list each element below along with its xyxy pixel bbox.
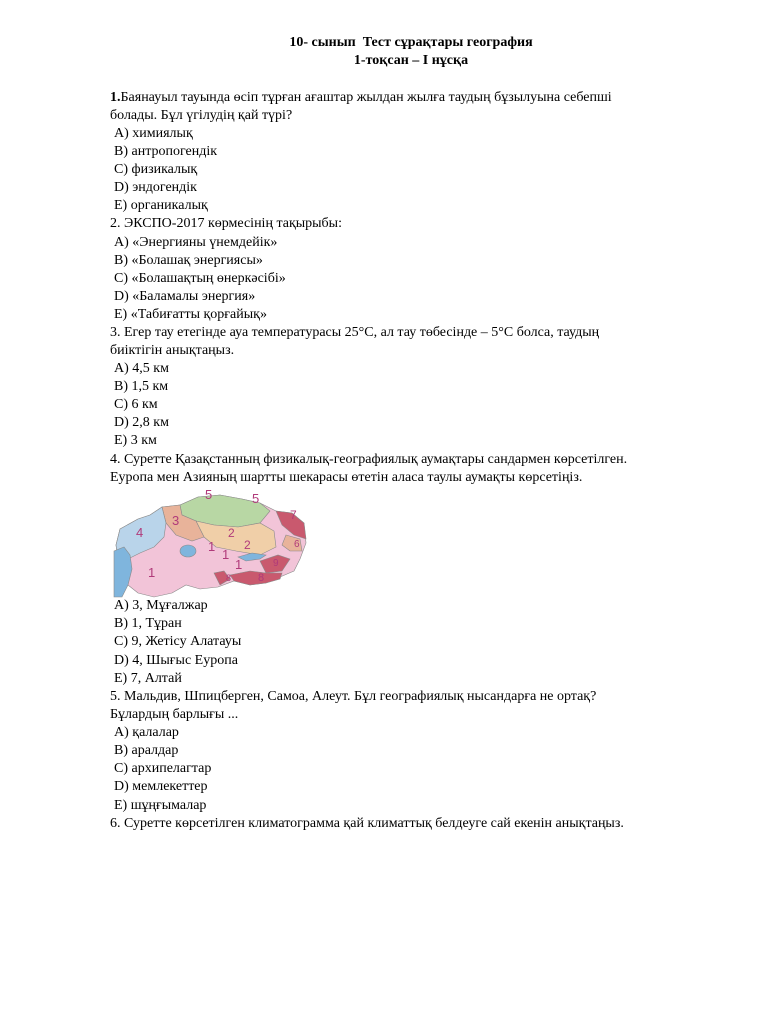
map-region-label-6: 6 [294,539,300,550]
map-region-label-5: 5 [252,491,260,506]
page-title-line2: 1-тоқсан – І нұсқа [353,53,469,68]
map-region-label-2: 2 [228,526,235,540]
question-5-option-a[interactable]: A) қалалар [114,725,179,740]
question-1-text-line2: болады. Бұл үгілудің қай түрі? [110,108,293,123]
map-region-label-1: 1 [222,547,230,562]
question-3-option-e[interactable]: E) 3 км [114,433,157,448]
question-4-option-e[interactable]: E) 7, Алтай [114,671,182,686]
question-4-option-d[interactable]: D) 4, Шығыс Еуропа [114,653,238,668]
question-1-option-b[interactable]: B) антропогендік [114,144,218,159]
question-3-option-d[interactable]: D) 2,8 км [114,415,169,430]
map-region-label-8: 8 [258,572,265,584]
question-5-text-line1: 5. Мальдив, Шпицберген, Самоа, Алеут. Бұл географиялық нысандарға не ортақ? [110,689,597,704]
page-title-line1: 10- сынып Тест сұрақтары география [289,35,533,50]
question-2-option-c[interactable]: C) «Болашақтың өнеркәсібі» [114,271,286,286]
question-4-option-b[interactable]: B) 1, Тұран [114,616,182,631]
kazakhstan-map [110,489,310,599]
map-region-label-2: 2 [244,538,251,552]
question-2-option-b[interactable]: B) «Болашақ энергиясы» [114,253,263,268]
map-region-label-3: 3 [172,513,180,528]
question-2-text: 2. ЭКСПО-2017 көрмесінің тақырыбы: [110,216,342,231]
question-1-option-a[interactable]: A) химиялық [114,126,193,141]
question-4-text-line2: Еуропа мен Азияның шартты шекарасы өтетін аласа таулы аумақты көрсетіңіз. [110,470,583,485]
question-3-option-a[interactable]: A) 4,5 км [114,361,169,376]
question-5-option-b[interactable]: B) аралдар [114,743,179,758]
question-1-text: Баянауыл тауында өсіп тұрған ағаштар жылдан жылға таудың бұзылуына себепші [120,90,612,105]
map-region-label-1: 1 [235,557,243,572]
question-1-option-e[interactable]: E) органикалық [114,198,208,213]
map-region-label-8: 8 [226,573,232,583]
question-4-option-a[interactable]: A) 3, Мұғалжар [114,598,208,613]
question-3-option-c[interactable]: C) 6 км [114,397,158,412]
question-5-text-line2: Бұлардың барлығы ... [110,707,239,722]
question-5-option-d[interactable]: D) мемлекеттер [114,779,208,794]
question-1-number: 1. [110,90,121,105]
question-1-option-d[interactable]: D) эндогендік [114,180,197,195]
question-3-text-line1: 3. Егер тау етегінде ауа температурасы 25°С, ал тау төбесінде – 5°С болса, таудың [110,325,600,340]
map-region-label-1: 1 [208,539,216,554]
question-1-text-line1 [110,89,612,107]
question-2-option-a[interactable]: A) «Энергияны үнемдейік» [114,235,278,250]
question-5-option-c[interactable]: C) архипелагтар [114,761,212,776]
question-1-option-c[interactable]: C) физикалық [114,162,198,177]
question-2-option-d[interactable]: D) «Баламалы энергия» [114,289,256,304]
question-3-text-line2: биіктігін анықтаңыз. [110,343,235,358]
map-region-label-4: 4 [136,525,144,540]
question-3-option-b[interactable]: B) 1,5 км [114,379,169,394]
question-4-text-line1: 4. Суретте Қазақстанның физикалық-географиялық аумақтары сандармен көрсетілген. [110,452,628,467]
map-region-label-9: 9 [273,558,279,569]
question-4-option-c[interactable]: C) 9, Жетісу Алатауы [114,634,242,649]
question-2-option-e[interactable]: E) «Табиғатты қорғайық» [114,307,267,322]
map-region-label-1: 1 [148,565,156,580]
question-5-option-e[interactable]: E) шұңғымалар [114,798,207,813]
map-region-label-5: 5 [205,489,213,502]
map-water-aral [180,545,196,557]
map-water-caspian [114,547,132,597]
question-6-text: 6. Суретте көрсетілген климатограмма қай климаттық белдеуге сай екенін анықтаңыз. [110,816,624,831]
map-region-label-7: 7 [290,508,297,522]
